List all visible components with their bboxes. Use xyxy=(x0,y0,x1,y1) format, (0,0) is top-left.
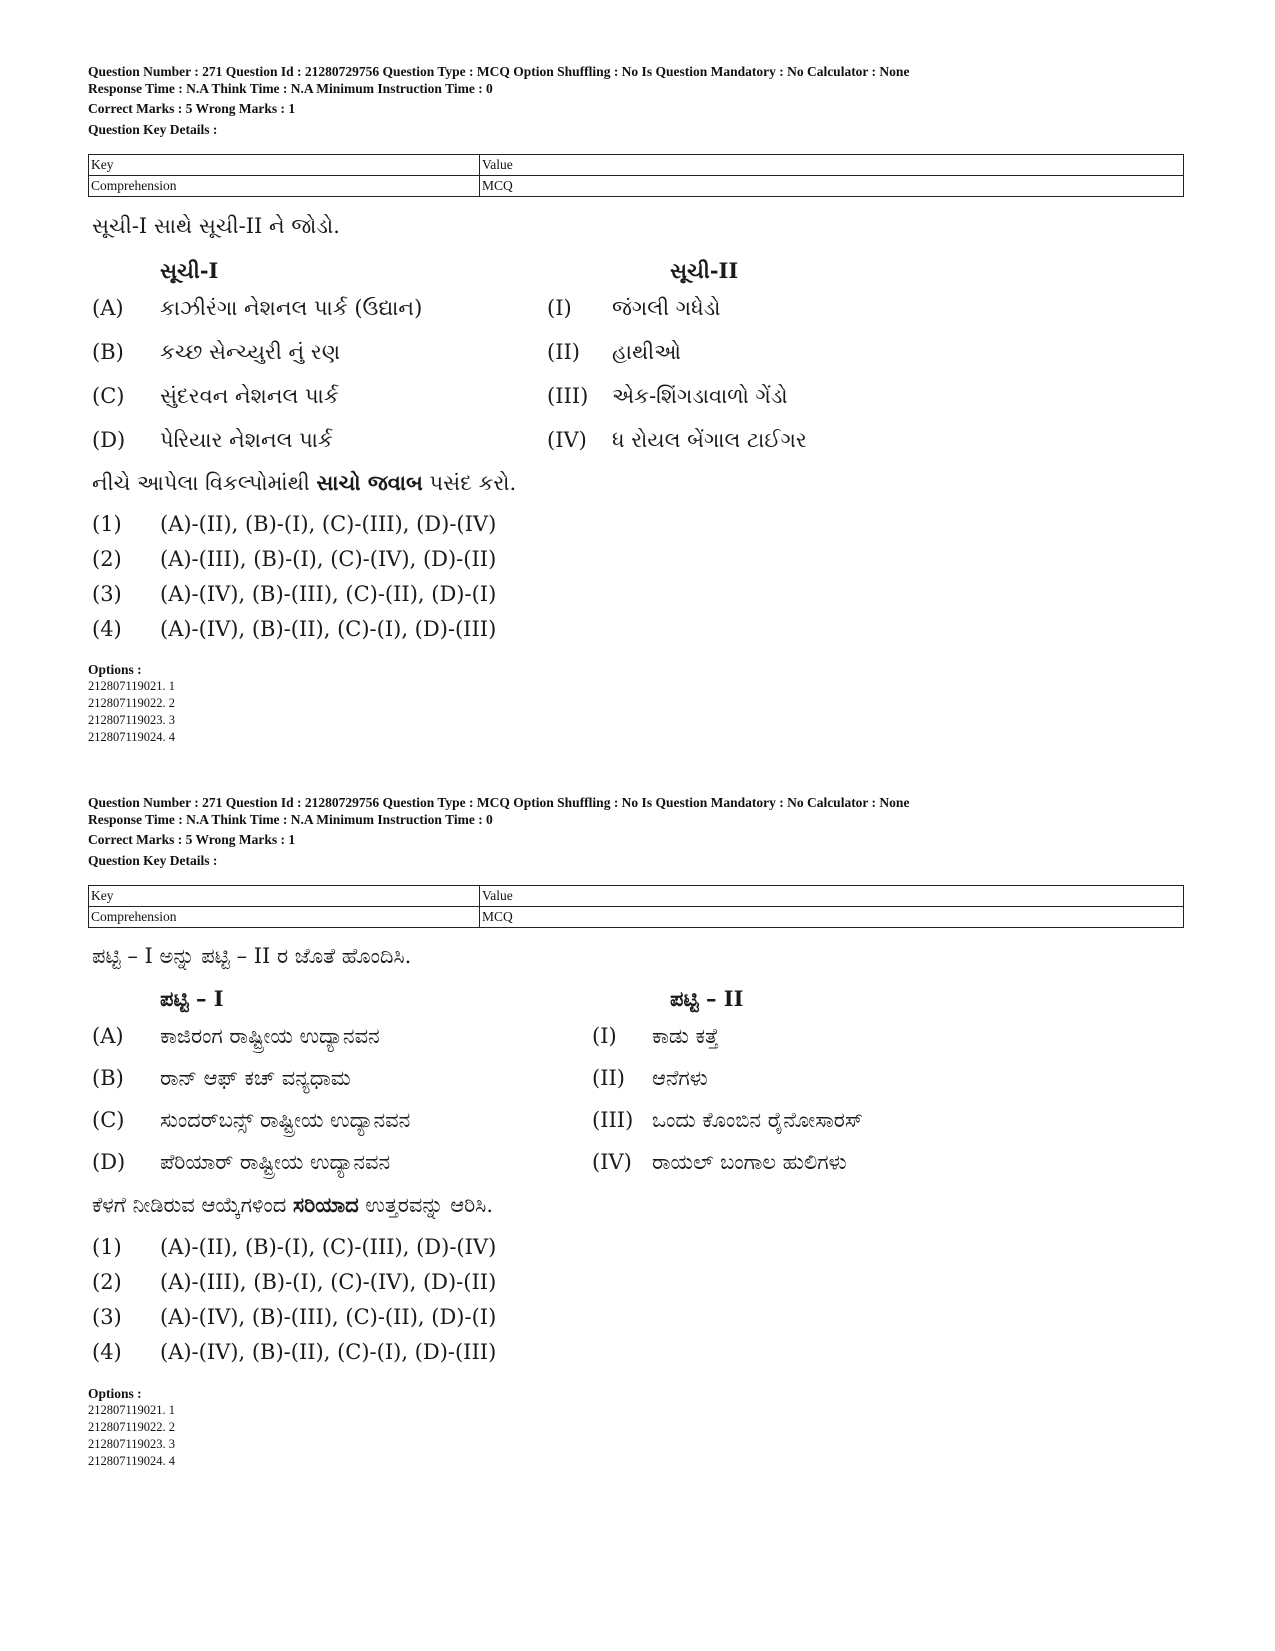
answer-text: (A)-(IV), (B)-(III), (C)-(II), (D)-(I) xyxy=(160,582,497,606)
table-cell-key: Comprehension xyxy=(89,907,480,928)
answer-text: (A)-(III), (B)-(I), (C)-(IV), (D)-(II) xyxy=(160,547,497,571)
answer-number: (3) xyxy=(92,1305,122,1329)
row-right-item: ಕಾಡು ಕತ್ತೆ xyxy=(652,1024,719,1048)
row-item: ಸುಂದರ್‌ಬನ್ಸ್ ರಾಷ್ಟ್ರೀಯ ಉದ್ಯಾನವನ xyxy=(160,1108,411,1132)
answer-text: (A)-(IV), (B)-(II), (C)-(I), (D)-(III) xyxy=(160,1340,497,1364)
list1-heading: ಪಟ್ಟಿ – I xyxy=(160,986,224,1011)
row-item: ಪೆರಿಯಾರ್ ರಾಷ್ಟ್ರೀಯ ಉದ್ಯಾನವನ xyxy=(160,1150,391,1174)
choose-text-pre: નીચે આપેલા વિકલ્પોમાંથી xyxy=(92,471,317,495)
answer-number: (3) xyxy=(92,582,122,606)
question-key-table xyxy=(88,885,1184,928)
table-row xyxy=(89,886,1184,907)
answer-text: (A)-(II), (B)-(I), (C)-(III), (D)-(IV) xyxy=(160,1235,497,1259)
answer-number: (2) xyxy=(92,547,122,571)
row-label: (B) xyxy=(92,340,124,364)
meta-line: Question Number : 271 Question Id : 21280729756 Question Type : MCQ Option Shuffling : No Is Question Mandatory : No Calculator : None xyxy=(88,64,910,79)
row-label: (A) xyxy=(92,1024,124,1048)
meta-line: Response Time : N.A Think Time : N.A Minimum Instruction Time : 0 xyxy=(88,811,493,827)
answer-number: (1) xyxy=(92,1235,122,1259)
meta-line: Question Key Details : xyxy=(88,121,218,137)
answer-number: (2) xyxy=(92,1270,122,1294)
match-row xyxy=(92,1066,992,1098)
meta-line: Question Number : 271 Question Id : 21280729756 Question Type : MCQ Option Shuffling : No Is Question Mandatory : No Calculator : None xyxy=(88,795,910,810)
row-right-item: ರಾಯಲ್ ಬಂಗಾಲ ಹುಲಿಗಳು xyxy=(652,1150,847,1174)
table-cell-key: Comprehension xyxy=(89,176,480,197)
question-instruction: ಪಟ್ಟಿ – I ಅನ್ನು ಪಟ್ಟಿ – II ರ ಜೊತೆ ಹೊಂದಿಸಿ. xyxy=(92,944,412,968)
option-id: 212807119023. 3 xyxy=(88,1437,176,1451)
row-right-item: ધ રોયલ બેંગાલ ટાઈગર xyxy=(612,428,807,452)
choose-text-bold: ಸರಿಯಾದ xyxy=(293,1192,359,1217)
row-right-label: (IV) xyxy=(547,428,587,452)
meta-line: Response Time : N.A Think Time : N.A Minimum Instruction Time : 0 xyxy=(88,80,493,96)
row-right-item: ಒಂದು ಕೊಂಬಿನ ರೈನೋಸಾರಸ್ xyxy=(652,1108,863,1132)
option-id: 212807119024. 4 xyxy=(88,1454,176,1468)
row-label: (B) xyxy=(92,1066,124,1090)
row-right-label: (III) xyxy=(592,1108,634,1132)
answer-text: (A)-(IV), (B)-(II), (C)-(I), (D)-(III) xyxy=(160,617,497,641)
question-meta xyxy=(88,795,1188,869)
row-item: સુંદરવન નેશનલ પાર્ક xyxy=(160,384,339,408)
match-row xyxy=(92,340,992,372)
table-cell-value: MCQ xyxy=(480,176,1184,197)
row-right-label: (III) xyxy=(547,384,589,408)
question-meta xyxy=(88,64,1188,138)
row-right-label: (II) xyxy=(547,340,580,364)
answer-text: (A)-(IV), (B)-(III), (C)-(II), (D)-(I) xyxy=(160,1305,497,1329)
answer-number: (4) xyxy=(92,617,122,641)
answer-text: (A)-(III), (B)-(I), (C)-(IV), (D)-(II) xyxy=(160,1270,497,1294)
choose-text-bold: સાચો જવાબ xyxy=(316,470,423,495)
row-item: ರಾನ್ ಆಫ್ ಕಚ್ ವನ್ಯಧಾಮ xyxy=(160,1066,351,1090)
match-row xyxy=(92,1108,992,1140)
options-title: Options : xyxy=(88,662,142,677)
row-item: ಕಾಜಿರಂಗ ರಾಷ್ಟ್ರೀಯ ಉದ್ಯಾನವನ xyxy=(160,1024,380,1048)
row-label: (A) xyxy=(92,296,124,320)
table-row xyxy=(89,176,1184,197)
table-header-key: Key xyxy=(89,155,480,176)
table-cell-value: MCQ xyxy=(480,907,1184,928)
answer-number: (4) xyxy=(92,1340,122,1364)
option-id: 212807119024. 4 xyxy=(88,730,176,744)
match-row xyxy=(92,1024,992,1056)
answer-number: (1) xyxy=(92,512,122,536)
meta-line: Correct Marks : 5 Wrong Marks : 1 xyxy=(88,101,296,116)
row-right-label: (I) xyxy=(592,1024,617,1048)
choose-text-pre: ಕೆಳಗೆ ನೀಡಿರುವ ಆಯ್ಕೆಗಳಿಂದ xyxy=(92,1193,294,1217)
row-right-item: ಆನೆಗಳು xyxy=(652,1066,708,1090)
match-row xyxy=(92,428,992,460)
list2-heading: સૂચી-II xyxy=(670,258,739,283)
row-right-label: (I) xyxy=(547,296,572,320)
row-item: પેરિયાર નેશનલ પાર્ક xyxy=(160,428,333,452)
options-title: Options : xyxy=(88,1386,142,1401)
row-label: (D) xyxy=(92,1150,126,1174)
choose-instruction xyxy=(92,1192,493,1218)
table-row xyxy=(89,155,1184,176)
table-header-key: Key xyxy=(89,886,480,907)
match-row xyxy=(92,296,992,328)
row-right-item: હાથીઓ xyxy=(612,340,681,364)
table-header-value: Value xyxy=(480,886,1184,907)
option-id: 212807119021. 1 xyxy=(88,1403,176,1417)
list2-heading: ಪಟ್ಟಿ – II xyxy=(670,986,744,1011)
table-header-value: Value xyxy=(480,155,1184,176)
match-row xyxy=(92,1150,992,1182)
meta-line: Correct Marks : 5 Wrong Marks : 1 xyxy=(88,832,296,847)
list1-heading: સૂચી-I xyxy=(160,258,219,283)
question-instruction: સૂચી-I સાથે સૂચી-II ને જોડો. xyxy=(92,214,340,238)
row-item: કચ્છ સેન્ચ્યુરી નું રણ xyxy=(160,340,341,364)
row-label: (D) xyxy=(92,428,126,452)
row-item: કાઝીરંગા નેશનલ પાર્ક (ઉદ્યાન) xyxy=(160,296,423,320)
question-key-table xyxy=(88,154,1184,197)
row-label: (C) xyxy=(92,384,125,408)
row-label: (C) xyxy=(92,1108,125,1132)
option-id: 212807119021. 1 xyxy=(88,679,176,693)
match-row xyxy=(92,384,992,416)
answer-text: (A)-(II), (B)-(I), (C)-(III), (D)-(IV) xyxy=(160,512,497,536)
choose-text-post: પસંદ કરો. xyxy=(422,471,517,495)
row-right-item: જંગલી ગધેડો xyxy=(612,296,721,320)
row-right-item: એક-શિંગડાવાળો ગેંડો xyxy=(612,384,788,408)
option-id: 212807119023. 3 xyxy=(88,713,176,727)
row-right-label: (II) xyxy=(592,1066,625,1090)
meta-line: Question Key Details : xyxy=(88,852,218,868)
choose-instruction xyxy=(92,470,516,496)
option-id: 212807119022. 2 xyxy=(88,1420,176,1434)
table-row xyxy=(89,907,1184,928)
row-right-label: (IV) xyxy=(592,1150,632,1174)
choose-text-post: ಉತ್ತರವನ್ನು ಆರಿಸಿ. xyxy=(358,1193,493,1217)
option-id: 212807119022. 2 xyxy=(88,696,176,710)
